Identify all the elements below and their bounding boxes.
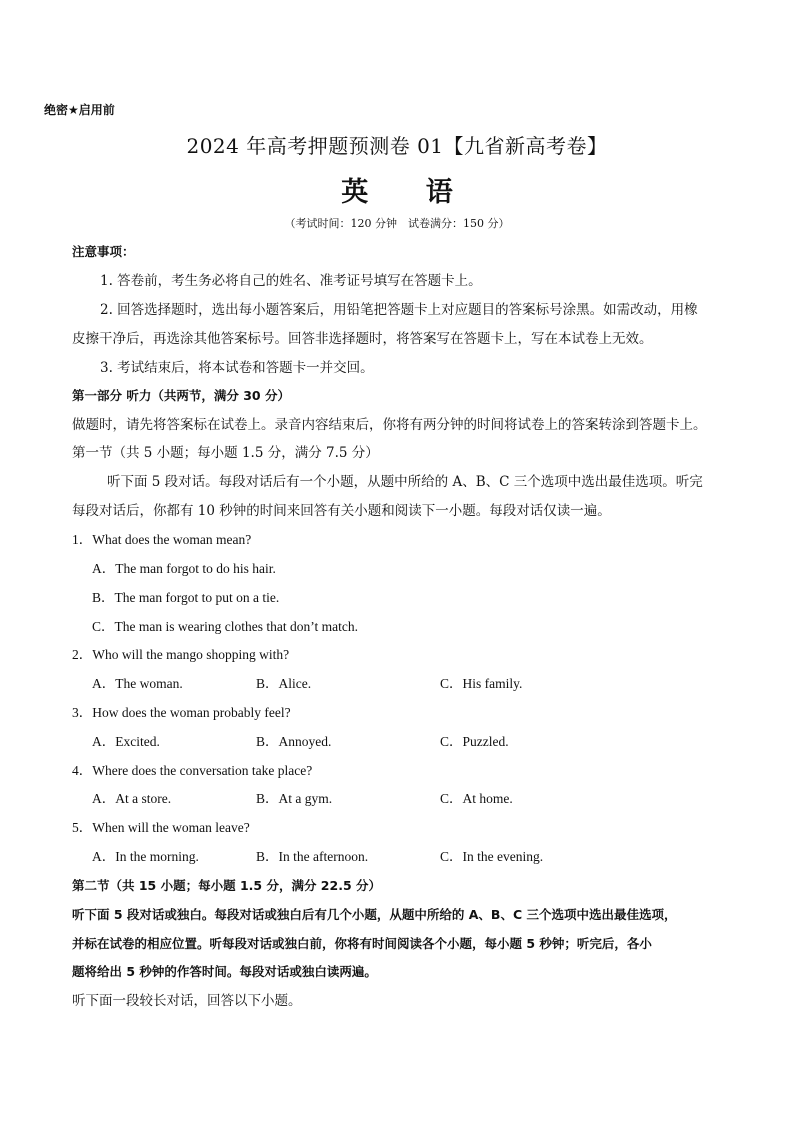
- question-3-option-c: C．Puzzled.: [440, 734, 509, 749]
- section2-instruction-line-1: 听下面 5 段对话或独白。每段对话或独白后有几个小题，从题中所给的 A、B、C 三个选项中选出最佳选项，: [72, 907, 677, 922]
- section2-heading: 第二节（共 15 小题；每小题 1.5 分，满分 22.5 分）: [72, 878, 381, 893]
- question-4-option-b: B．At a gym.: [256, 791, 333, 806]
- section2-lead: 听下面一段较长对话，回答以下小题。: [72, 993, 302, 1009]
- question-5-option-b: B．In the afternoon.: [256, 849, 369, 864]
- page-title: 2024 年高考押题预测卷 01【九省新高考卷】: [186, 134, 608, 158]
- question-1-option-b: B．The man forgot to put on a tie.: [92, 590, 280, 605]
- question-4-option-c: C．At home.: [440, 791, 513, 806]
- question-2-stem: 2．Who will the mango shopping with?: [72, 647, 290, 662]
- notice-item-3: 3. 考试结束后，将本试卷和答题卡一并交回。: [100, 360, 374, 376]
- secret-label: 绝密★启用前: [44, 103, 115, 117]
- question-1-stem: 1．What does the woman mean?: [72, 532, 252, 547]
- time-info: （考试时间：120 分钟 试卷满分：150 分）: [284, 217, 510, 230]
- question-2-option-c: C．His family.: [440, 676, 523, 691]
- part1-heading: 第一部分 听力（共两节，满分 30 分）: [72, 388, 290, 403]
- question-5-stem: 5．When will the woman leave?: [72, 820, 250, 835]
- notice-heading: 注意事项：: [72, 244, 135, 259]
- section2-instruction-line-3: 题将给出 5 秒钟的作答时间。每段对话或独白读两遍。: [72, 964, 377, 979]
- section1-instruction-line-2: 每段对话后，你都有 10 秒钟的时间来回答有关小题和阅读下一小题。每段对话仅读一遍。: [72, 503, 611, 519]
- section1-heading: 第一节（共 5 小题；每小题 1.5 分，满分 7.5 分）: [72, 445, 379, 461]
- question-4-option-a: A．At a store.: [92, 791, 172, 806]
- question-5-option-c: C．In the evening.: [440, 849, 544, 864]
- notice-item-2-line-1: 2. 回答选择题时，选出每小题答案后，用铅笔把答题卡上对应题目的答案标号涂黑。如需改动，用橡: [100, 302, 698, 318]
- section2-instruction-line-2: 并标在试卷的相应位置。听每段对话或独白前，你将有时间阅读各个小题，每小题 5 秒钟；听完后，各小: [72, 936, 652, 951]
- part1-intro: 做题时，请先将答案标在试卷上。录音内容结束后，你将有两分钟的时间将试卷上的答案转涂到答题卡上。: [72, 417, 707, 433]
- question-3-option-b: B．Annoyed.: [256, 734, 332, 749]
- question-3-stem: 3．How does the woman probably feel?: [72, 705, 291, 720]
- question-5-option-a: A．In the morning.: [92, 849, 199, 864]
- question-1-option-a: A．The man forgot to do his hair.: [92, 561, 276, 576]
- question-4-stem: 4．Where does the conversation take place?: [72, 763, 313, 778]
- question-2-option-a: A．The woman.: [92, 676, 183, 691]
- notice-item-2-line-2: 皮擦干净后，再选涂其他答案标号。回答非选择题时，将答案写在答题卡上，写在本试卷上无效。: [72, 331, 653, 347]
- section1-instruction-line-1: 听下面 5 段对话。每段对话后有一个小题，从题中所给的 A、B、C 三个选项中选出最佳选项。听完: [107, 474, 703, 490]
- notice-item-1: 1. 答卷前，考生务必将自己的姓名、准考证号填写在答题卡上。: [100, 273, 482, 289]
- subject-title: 英 语: [341, 177, 477, 208]
- question-1-option-c: C．The man is wearing clothes that don’t match.: [92, 619, 358, 634]
- question-2-option-b: B．Alice.: [256, 676, 312, 691]
- question-3-option-a: A．Excited.: [92, 734, 160, 749]
